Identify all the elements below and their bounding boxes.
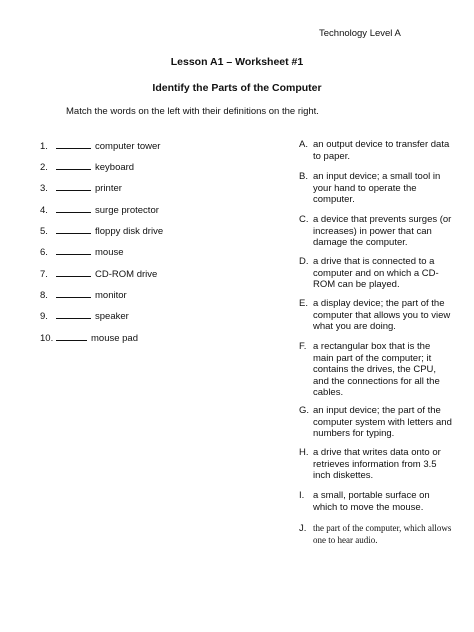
definition-text: an input device; a small tool in your hand to operate the computer. <box>313 171 441 205</box>
term-number: 6. <box>40 247 48 258</box>
worksheet-title: Lesson A1 – Worksheet #1 <box>170 56 304 68</box>
term-label: floppy disk drive <box>95 226 164 237</box>
definition-letter: A. <box>299 139 308 150</box>
answer-blank <box>56 181 91 191</box>
answer-blank <box>56 139 91 149</box>
answer-blank <box>56 288 91 298</box>
answer-blank <box>56 309 91 319</box>
term-item <box>40 309 129 322</box>
term-label: speaker <box>95 311 129 322</box>
definition-letter: C. <box>299 214 309 225</box>
term-number: 1. <box>40 141 48 152</box>
definition-text: a device that prevents surges (or increases) in power that can damage the computer. <box>313 214 452 248</box>
term-label: surge protector <box>95 205 159 216</box>
term-label: monitor <box>95 290 127 301</box>
term-number: 9. <box>40 311 48 322</box>
definition-letter: J. <box>299 523 307 534</box>
answer-blank <box>56 331 87 341</box>
term-item <box>40 203 159 216</box>
term-label: mouse <box>95 247 124 258</box>
term-number: 7. <box>40 269 48 280</box>
definition-letter: F. <box>299 341 307 352</box>
definition-text: a drive that is connected to a computer and on which a CD-ROM can be played. <box>313 256 439 290</box>
answer-blank <box>56 224 91 234</box>
term-label: CD-ROM drive <box>95 269 158 280</box>
definition-letter: E. <box>299 298 308 309</box>
term-item <box>40 245 124 258</box>
answer-blank <box>56 267 91 277</box>
definition-letter: D. <box>299 256 309 267</box>
term-label: computer tower <box>95 141 161 152</box>
answer-blank <box>56 160 91 170</box>
definition-text: a display device; the part of the computer that allows you to view what you are doing. <box>313 298 451 332</box>
term-number: 4. <box>40 205 48 216</box>
term-number: 8. <box>40 290 48 301</box>
term-number: 2. <box>40 162 48 173</box>
definition-letter: B. <box>299 171 308 182</box>
worksheet-subtitle: Identify the Parts of the Computer <box>152 82 322 94</box>
answer-blank <box>56 203 91 213</box>
term-item <box>40 160 134 173</box>
definition-text: the part of the computer, which allows one to hear audio. <box>313 523 452 545</box>
definition-text: a rectangular box that is the main part of the computer; it contains the drives, the CPU, and the connections for all the cables. <box>313 341 440 398</box>
term-label: printer <box>95 183 122 194</box>
course-level-header: Technology Level A <box>319 28 401 39</box>
term-item <box>40 267 157 280</box>
instructions: Match the words on the left with their definitions on the right. <box>66 106 319 117</box>
term-item <box>40 181 122 194</box>
term-item <box>40 224 163 237</box>
term-number: 3. <box>40 183 48 194</box>
term-number: 10. <box>40 333 54 344</box>
definition-letter: I. <box>299 490 305 501</box>
term-label: keyboard <box>95 162 135 173</box>
definition-text: an output device to transfer data to paper. <box>313 139 450 162</box>
definition-letter: H. <box>299 447 309 458</box>
term-label: mouse pad <box>91 333 139 344</box>
term-item <box>40 139 160 152</box>
term-number: 5. <box>40 226 48 237</box>
definition-letter: G. <box>299 405 310 416</box>
definition-text: a small, portable surface on which to move the mouse. <box>313 490 430 513</box>
definition-text: a drive that writes data onto or retrieves information from 3.5 inch diskettes. <box>313 447 441 481</box>
answer-blank <box>56 245 91 255</box>
term-item <box>40 288 127 301</box>
term-item <box>40 331 138 344</box>
definition-text: an input device; the part of the computer system with letters and numbers for typing. <box>313 405 452 439</box>
